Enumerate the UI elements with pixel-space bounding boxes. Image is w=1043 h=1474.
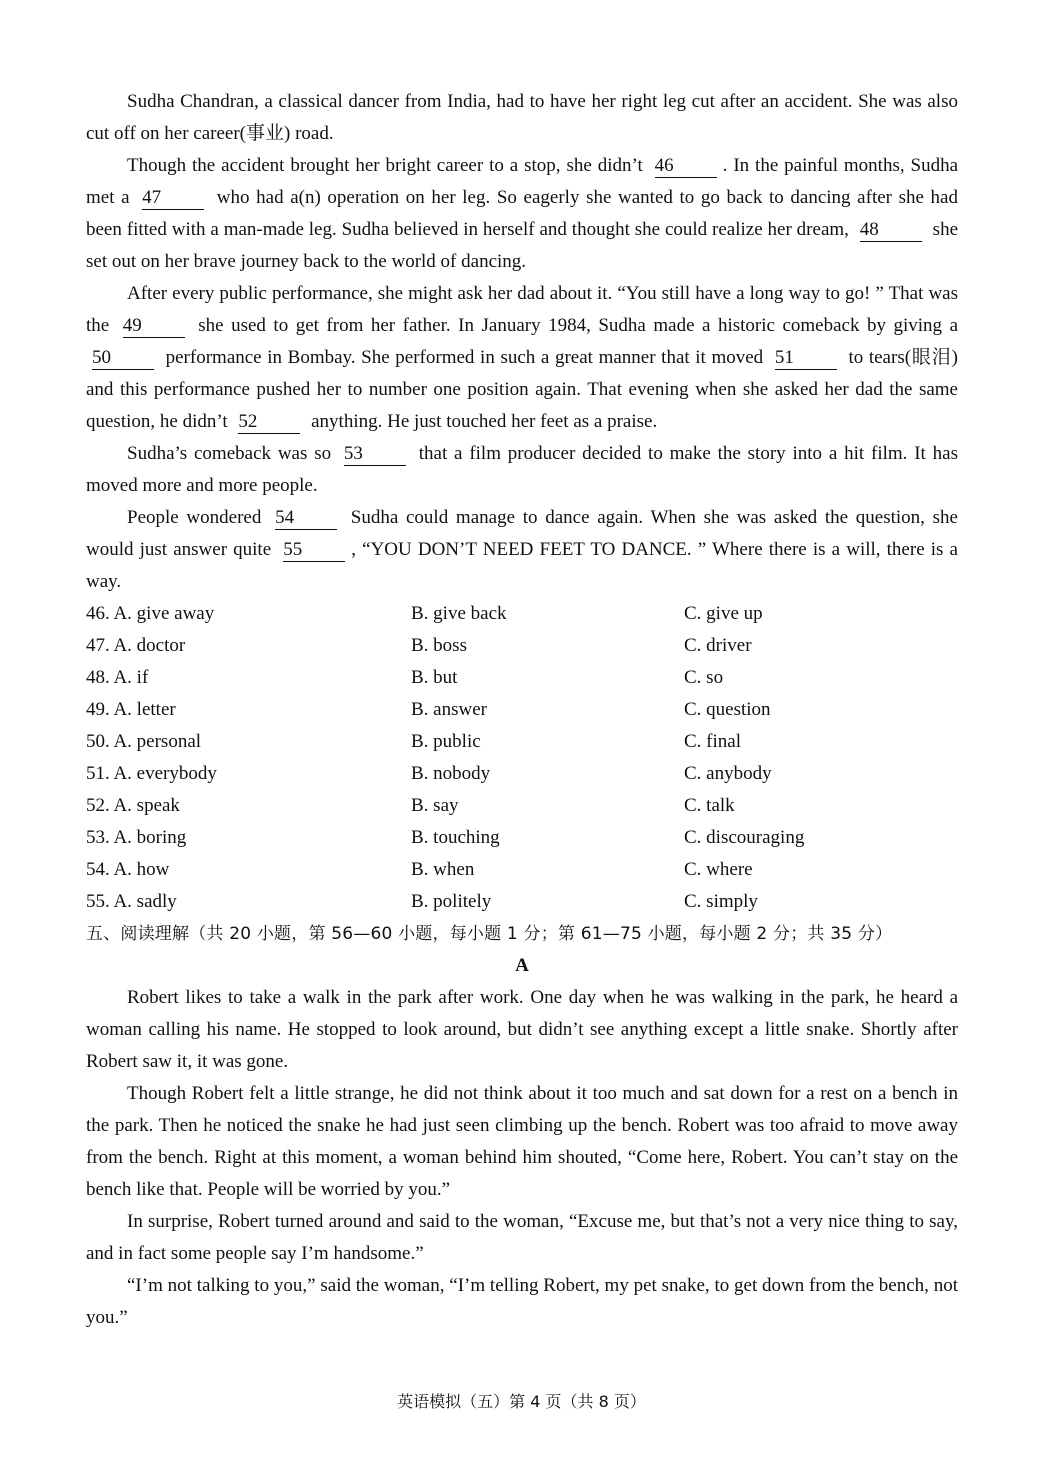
option-c: C. final: [684, 731, 741, 752]
option-a: 53. A. boring: [86, 827, 187, 848]
option-c: C. discouraging: [684, 827, 805, 848]
option-b: B. say: [411, 795, 459, 816]
cloze-text: , “YOU DON’T NEED FEET TO DANCE. ” Where there is a will, there is a way.: [86, 539, 958, 592]
cloze-text: to tears(眼泪) and this performance pushed her to number one position again. That evening when she asked her dad the same question, he didn’t: [86, 347, 958, 432]
cloze-text: she used to get from her father. In January 1984, Sudha made a historic comeback by giving a: [190, 315, 959, 336]
reading-passage: [86, 982, 958, 1334]
option-a: 54. A. how: [86, 859, 170, 880]
option-c: C. so: [684, 667, 724, 688]
cloze-blank: 53: [344, 443, 406, 466]
option-b: B. touching: [411, 827, 500, 848]
cloze-text: Sudha’s comeback was so: [127, 443, 338, 464]
passage-label: A: [515, 955, 529, 976]
option-b: B. public: [411, 731, 481, 752]
reading-paragraph: Though Robert felt a little strange, he did not think about it too much and sat down for a rest on a bench in the park. Then he noticed the snake he had just seen climbing up the bench. Robert was too afraid to move away from the bench. Right at this moment, a woman behind him shouted, “Come here, Robert. You can’t stay on the bench like that. People will be worried by you.”: [86, 1083, 958, 1200]
option-row: [86, 598, 958, 630]
cloze-text: anything. He just touched her feet as a praise.: [306, 411, 658, 432]
option-row: [86, 630, 958, 662]
option-b: B. nobody: [411, 763, 491, 784]
option-b: B. when: [411, 859, 475, 880]
reading-paragraph: In surprise, Robert turned around and said to the woman, “Excuse me, but that’s not a very nice thing to say, and in fact some people say I’m handsome.”: [86, 1211, 958, 1264]
option-row: [86, 854, 958, 886]
cloze-blank: 46: [655, 155, 717, 178]
option-a: 46. A. give away: [86, 603, 215, 624]
option-row: [86, 758, 958, 790]
cloze-blank: 48: [860, 219, 922, 242]
cloze-paragraph: [86, 150, 958, 278]
option-c: C. anybody: [684, 763, 772, 784]
option-a: 51. A. everybody: [86, 763, 217, 784]
option-c: C. where: [684, 859, 753, 880]
option-row: [86, 822, 958, 854]
option-c: C. simply: [684, 891, 758, 912]
cloze-text: Sudha Chandran, a classical dancer from India, had to have her right leg cut after an accident. She was also cut off on her career(事业) road.: [86, 91, 958, 144]
option-row: [86, 662, 958, 694]
option-b: B. boss: [411, 635, 467, 656]
cloze-blank: 47: [142, 187, 204, 210]
option-a: 49. A. letter: [86, 699, 176, 720]
option-row: [86, 726, 958, 758]
cloze-blank: 50: [92, 347, 154, 370]
option-b: B. politely: [411, 891, 492, 912]
option-a: 55. A. sadly: [86, 891, 177, 912]
option-c: C. talk: [684, 795, 735, 816]
option-a: 48. A. if: [86, 667, 149, 688]
option-a: 50. A. personal: [86, 731, 202, 752]
option-a: 52. A. speak: [86, 795, 180, 816]
cloze-text: People wondered: [127, 507, 270, 528]
reading-section-title: 五、阅读理解（共 20 小题，第 56—60 小题，每小题 1 分；第 61—75 小题，每小题 2 分；共 35 分）: [86, 924, 893, 944]
cloze-paragraph: [86, 438, 958, 502]
reading-paragraph: “I’m not talking to you,” said the woman, “I’m telling Robert, my pet snake, to get down from the bench, not you.”: [86, 1275, 958, 1328]
cloze-blank: 49: [123, 315, 185, 338]
option-c: C. question: [684, 699, 771, 720]
cloze-text: that a film producer decided to make the story into a hit film. It has moved more and more people.: [86, 443, 958, 496]
cloze-text: After every public performance, she might ask her dad about it. “You still have a long way to go! ” That was the: [86, 283, 958, 336]
option-row: [86, 694, 958, 726]
option-b: B. give back: [411, 603, 507, 624]
cloze-blank: 51: [775, 347, 837, 370]
cloze-blank: 52: [238, 411, 300, 434]
option-b: B. but: [411, 667, 458, 688]
cloze-text: Sudha could manage to dance again. When she was asked the question, she would just answer quite: [86, 507, 958, 560]
cloze-options: [86, 598, 958, 918]
cloze-text: who had a(n) operation on her leg. So eagerly she wanted to go back to dancing after she had been fitted with a man-made leg. Sudha believed in herself and thought she could realize her dream,: [86, 187, 958, 240]
option-row: [86, 790, 958, 822]
option-c: C. driver: [684, 635, 752, 656]
reading-paragraph: Robert likes to take a walk in the park after work. One day when he was walking in the park, he heard a woman calling his name. He stopped to look around, but didn’t see anything except a little snake. Shortly after Robert saw it, it was gone.: [86, 987, 958, 1072]
option-b: B. answer: [411, 699, 487, 720]
option-c: C. give up: [684, 603, 763, 624]
cloze-paragraph: [86, 86, 958, 150]
cloze-paragraph: [86, 502, 958, 598]
cloze-paragraph: [86, 278, 958, 438]
page-footer: 英语模拟（五）第 4 页（共 8 页）: [397, 1392, 646, 1411]
cloze-blank: 54: [275, 507, 337, 530]
cloze-passage: [86, 86, 958, 598]
cloze-blank: 55: [283, 539, 345, 562]
cloze-text: Though the accident brought her bright career to a stop, she didn’t: [127, 155, 649, 176]
cloze-text: performance in Bombay. She performed in such a great manner that it moved: [160, 347, 769, 368]
option-a: 47. A. doctor: [86, 635, 186, 656]
cloze-text: . In the painful months, Sudha met a: [86, 155, 959, 208]
cloze-text: she set out on her brave journey back to the world of dancing.: [86, 219, 959, 272]
page-content: [86, 86, 958, 1334]
option-row: [86, 886, 958, 918]
